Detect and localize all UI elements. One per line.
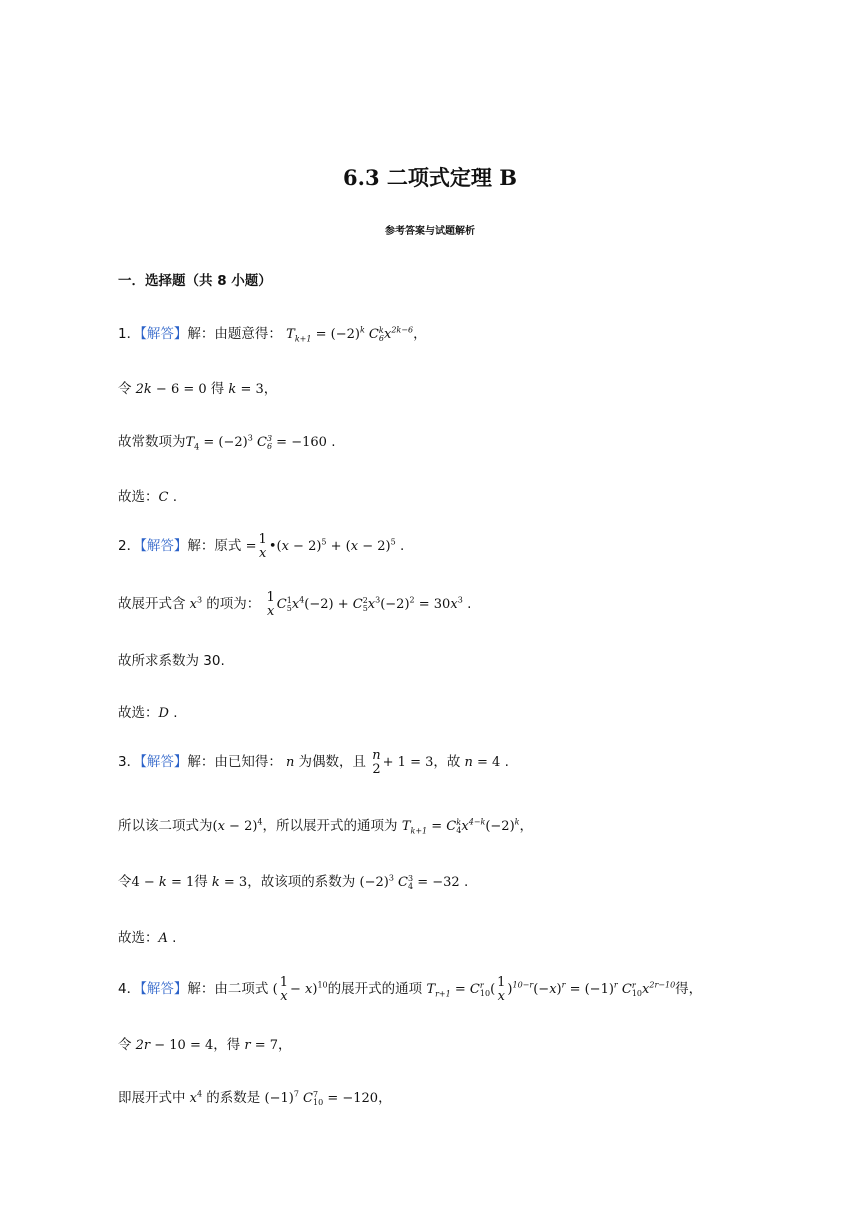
q2-formula: = 1 x •(x − $2)^5 + (x - 2)^5$ [245, 532, 396, 561]
q1-answer-tag: 【解答】 [140, 326, 188, 342]
q1-constant-term: $T_4 = (-2)^3$ C 3 6 = −160 [185, 433, 327, 452]
q2-answer-tag: 【解答】 [140, 538, 188, 555]
q3-line-4: 故选：A . [118, 930, 177, 946]
q3-number: 3． [118, 754, 141, 771]
q4-line-1: 4．【解答】解：由二项式 ( 1 x − x)$^{10}$的展开式的通项 $T_{r+1} = C$ r 10 ( 1 x )$^{10-r}(-x)^r = (-1)^r$ C r 10 $x^{2r-10}$得， [118, 975, 703, 1004]
q1-formula-general-term: $T_{k+1} = (-2)^k$ C k 6 $x^{2k-6}$ [286, 325, 414, 344]
q1-number: 1． [118, 326, 141, 342]
q4-general-term: $T_{r+1} = C$ r 10 ( 1 x )$^{10-r}(-x)^r = (-1)^r$ C r 10 $x^{2r-10}$ [426, 975, 676, 1004]
q1-line-1: 1．【解答】解：由题意得： $T_{k+1} = (-2)^k$ C k 6 $x^{2k-6}$， [118, 325, 427, 344]
q3-answer-tag: 【解答】 [140, 754, 188, 771]
q2-term-formula: 1 x C 1 5 $x^4(-2) + C$ 2 5 $x^3(-2)^2 = 30x^3$ [266, 590, 463, 619]
q4-line-3: 即展开式中 $x^4$ 的系数是 $(-1)^7$ C 7 10 = −120， [118, 1089, 392, 1107]
q2-choice: D [158, 706, 169, 721]
q2-line-2: 故展开式含 $x^3$ 的项为： 1 x C 1 5 $x^4(-2) + C$ 2 5 $x^3(-2)^2 = 30x^3$ . [118, 590, 472, 619]
q2-line-4: 故选：D . [118, 705, 178, 721]
q3-line-1: 3．【解答】解：由已知得： n 为偶数，且 n 2 + 1 = 3，故 n = 4 . [118, 748, 509, 777]
q2-line-3: 故所求系数为 30. [118, 653, 225, 669]
q1-line-2: 令 2k − 6 = 0 得 k = 3， [118, 381, 278, 397]
q1-line-3: 故常数项为$T_4 = (-2)^3$ C 3 6 = −160 . [118, 433, 336, 452]
q4-binomial: ( 1 x − x)$^{10}$ [272, 975, 328, 1004]
q1-line-4: 故选：C . [118, 489, 178, 505]
q4-number: 4． [118, 981, 141, 998]
q4-line-2: 令 2r − 10 = 4，得 r = 7， [118, 1037, 292, 1053]
page-subtitle: 参考答案与试题解析 [385, 226, 475, 237]
q3-line-2: 所以该二项式为$(x - 2)^4$，所以展开式的通项为 $T_{k+1} = C$ k 4 $x^{4-k}(-2)^k$， [118, 817, 534, 836]
q3-condition: n 2 + 1 = 3 [372, 748, 434, 777]
q1-choice: C [158, 490, 169, 505]
section-heading: 一．选择题（共 8 小题） [118, 273, 272, 289]
q4-answer-tag: 【解答】 [140, 981, 188, 998]
q2-number: 2． [118, 538, 141, 555]
q2-line-1: 2．【解答】解：原式 = 1 x •(x − $2)^5 + (x - 2)^5$ . [118, 532, 405, 561]
q3-line-3: 令4 − k = 1得 k = 3，故该项的系数为 $(-2)^3$ C 3 4 = −32 . [118, 873, 469, 891]
q3-coefficient: $(-2)^3$ C 3 4 = −32 [359, 873, 460, 891]
q4-coefficient: $(-1)^7$ C 7 10 = −120 [264, 1089, 379, 1107]
q1-lead: 解：由题意得： [187, 326, 282, 342]
q3-choice: A [158, 931, 168, 946]
page-title: 6.3 二项式定理 B [343, 165, 517, 190]
q1-equation: 2k − 6 = 0 [131, 382, 207, 397]
q3-general-term: $T_{k+1} = C$ k 4 $x^{4-k}(-2)^k$ [401, 817, 520, 836]
